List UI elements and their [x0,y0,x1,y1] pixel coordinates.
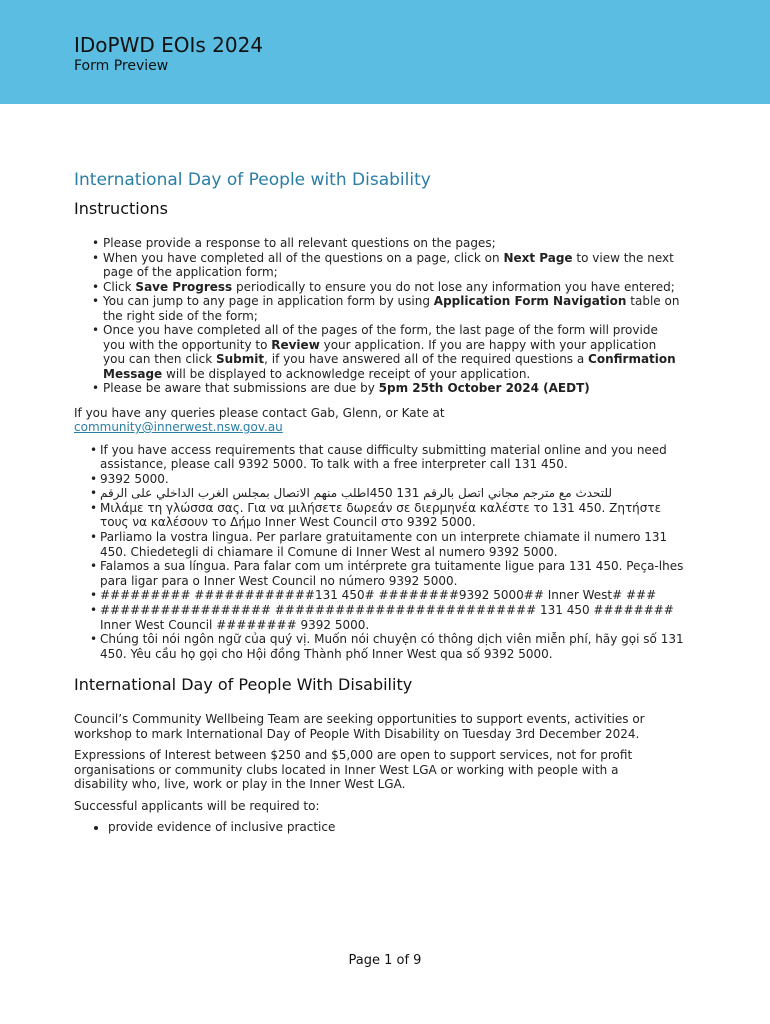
language-item: • Falamos a sua língua. Para falar com um intérprete gra tuitamente ligue para 131 450. Peça-lhes para ligar para o Inner West Council no número 9392 5000. [90,559,690,588]
document-title: International Day of People with Disability [74,170,431,190]
instruction-item: • You can jump to any page in application form by using Application Form Navigation table on the right side of the form; [90,294,680,323]
form-title: IDoPWD EOIs 2024 [74,33,264,57]
instructions-heading: Instructions [74,199,168,218]
language-list [90,443,690,662]
language-item: • 9392 5000. [90,472,690,487]
body-paragraph: Successful applicants will be required to: [74,798,320,813]
header-banner [0,0,770,104]
language-item-arabic: • للتحدث مع مترجم مجاني اتصل بالرقم 131 450اطلب منهم الاتصال بمجلس الغرب الداخلي على الرقم [90,486,690,501]
form-subtitle: Form Preview [74,58,169,74]
contact-email-link[interactable]: community@innerwest.nsw.gov.au [74,420,283,434]
language-item: • Μιλάμε τη γλώσσα σας. Για να μιλήσετε δωρεάν σε διερμηνέα καλέστε το 131 450. Ζητήστε τους να καλέσουν το Δήμο Inner West Council στο 9392 5000. [90,501,690,530]
section-heading: International Day of People With Disability [74,675,413,695]
instruction-item: • Please provide a response to all relevant questions on the pages; [90,236,680,251]
instruction-item: • Click Save Progress periodically to ensure you do not lose any information you have entered; [90,280,680,295]
requirement-item: • provide evidence of inclusive practice [108,820,764,835]
page-number: Page 1 of 9 [348,953,422,968]
contact-text: If you have any queries please contact Gab, Glenn, or Kate at [74,405,445,420]
language-item: • ################# ########################## 131 450 ######## Inner West Council ######## 9392 5000. [90,603,690,632]
language-item: • Parliamo la vostra lingua. Per parlare gratuitamente con un interprete chiamate il numero 131 450. Chiedetegli di chiamare il Comune di Inner West al numero 9392 5000. [90,530,690,559]
instructions-list [90,236,680,396]
requirements-list [92,820,764,835]
language-item: • If you have access requirements that cause difficulty submitting material online and you need assistance, please call 9392 5000. To talk with a free interpreter call 131 450. [90,443,690,472]
instruction-item: • Once you have completed all of the pages of the form, the last page of the form will provide you with the opportunity to Review your application. If you are happy with your application you can then click Submit, if you have answered all of the required questions a Confirmation Message will be displayed to acknowledge receipt of your application. [90,323,680,381]
form-content [74,170,764,835]
instruction-item: • Please be aware that submissions are due by 5pm 25th October 2024 (AEDT) [90,381,680,396]
language-item: • ######### ############131 450# ########9392 5000## Inner West# ### [90,588,690,603]
body-paragraph: Expressions of Interest between $250 and $5,000 are open to support services, not for profit organisations or community clubs located in Inner West LGA or working with people with a disability who, live, work or play in the Inner West LGA. [74,748,633,792]
body-paragraph: Council’s Community Wellbeing Team are seeking opportunities to support events, activities or workshop to mark International Day of People With Disability on Tuesday 3rd December 2024. [74,712,645,741]
contact-paragraph [74,406,764,435]
language-item: • Chúng tôi nói ngôn ngữ của quý vị. Muốn nói chuyện có thông dịch viên miễn phí, hãy gọi số 131 450. Yêu cầu họ gọi cho Hội đồng Thành phố Inner West qua số 9392 5000. [90,632,690,661]
instruction-item: • When you have completed all of the questions on a page, click on Next Page to view the next page of the application form; [90,251,680,280]
